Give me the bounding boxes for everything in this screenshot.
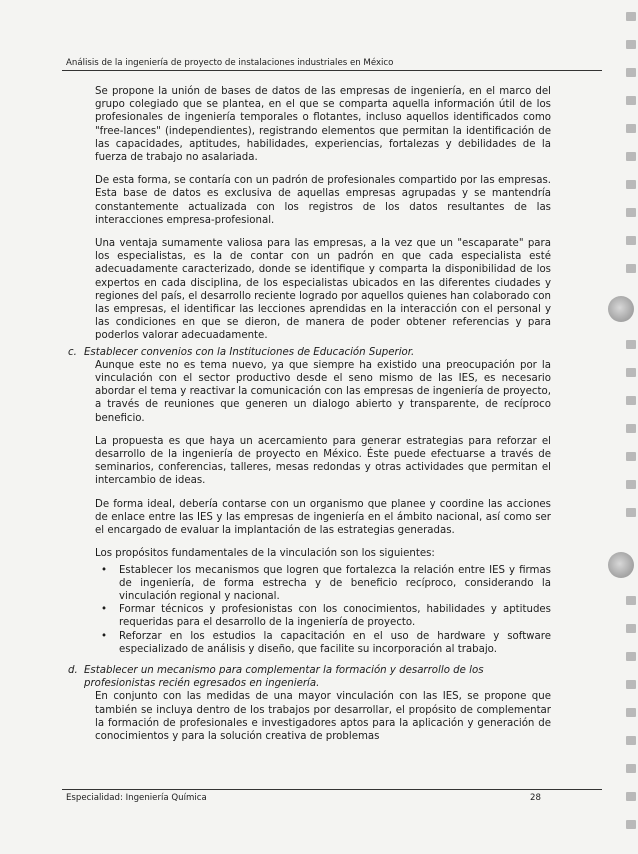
paragraph: Una ventaja sumamente valiosa para las empresas, a la vez que un "escaparate" para los especialistas, es la de contar con un padrón en que cada especialista esté adecuadamente caracterizado, donde se identifique y comparta la disponibilidad de los expertos en cada disciplina, de los especialistas ubicados en las diferentes ciudades y regiones del país, el desarrollo reciente logrado por aquellos quienes han colaborado con las empresas, el identificar las lecciones aprendidas en la interacción con el personal y las condiciones en que se dieron, de manera de poder obtener referencias y para poderlos valorar adecuadamente. (95, 238, 551, 342)
footer-specialty: Especialidad: Ingeniería Química (66, 793, 207, 803)
binder-tab (626, 764, 636, 773)
list-item (95, 630, 551, 656)
binder-tab (626, 340, 636, 349)
section-heading (68, 346, 551, 359)
binder-tab (626, 652, 636, 661)
binder-tab (626, 452, 636, 461)
binder-tab (626, 40, 636, 49)
bullet-icon: • (101, 564, 108, 576)
binder-tab (626, 264, 636, 273)
section-c (68, 346, 551, 656)
footer-rule (62, 789, 602, 790)
binder-tab (626, 424, 636, 433)
page-header-title: Análisis de la ingeniería de proyecto de instalaciones industriales en México (66, 58, 394, 68)
section-title: Establecer convenios con la Instituciones de Educación Superior. (84, 346, 415, 358)
paragraph: Se propone la unión de bases de datos de las empresas de ingeniería, en el marco del grupo colegiado que se plantea, en el que se comparta aquella información útil de los profesionales de ingeniería temporales o flotantes, incluso aquellos identificados como "free-lances" (independientes), registrando elementos que permitan la identificación de las capacidades, aptitudes, habilidades, experiencias, fortalezas y debilidades de la fuerza de trabajo no asalariada. (95, 86, 551, 164)
punch-hole-icon (608, 552, 634, 578)
binder-tab (626, 480, 636, 489)
binder-tab (626, 708, 636, 717)
page-body (68, 85, 551, 753)
paragraph: La propuesta es que haya un acercamiento para generar estrategias para reforzar el desarrollo de la ingeniería de proyecto en México. Éste puede efectuarse a través de seminarios, conferencias, talleres, mesas redondas y otras actividades que permitan el intercambio de ideas. (95, 435, 551, 487)
binder-tab (626, 180, 636, 189)
objectives-list (95, 564, 551, 656)
bullet-icon: • (101, 630, 108, 642)
section-d (68, 664, 551, 743)
paragraph: En conjunto con las medidas de una mayor vinculación con las IES, se propone que también se incluya dentro de los trabajos por desarrollar, el propósito de complementar la formación de profesionales e investigadores aptos para la aplicación y generación de conocimientos y para la solución creativa de problemas (95, 691, 551, 742)
section-letter: c. (68, 346, 77, 358)
binder-tab (626, 596, 636, 605)
page-number: 28 (530, 793, 541, 803)
paragraph: Aunque este no es tema nuevo, ya que siempre ha existido una preocupación por la vinculación con el sector productivo desde el seno mismo de las IES, es necesario abordar el tema y reactivar la comunicación con las empresas de ingeniería de proyecto, a través de reuniones que generen un dialogo abierto y transparente, de recíproco beneficio. (95, 359, 551, 424)
binder-tab (626, 680, 636, 689)
binder-tab (626, 396, 636, 405)
binder-edge (624, 0, 638, 854)
binder-tab (626, 124, 636, 133)
punch-hole-icon (608, 296, 634, 322)
binder-tab (626, 792, 636, 801)
section-title: Establecer un mecanismo para complementar la formación y desarrollo de los (84, 664, 484, 676)
paragraph: De forma ideal, debería contarse con un organismo que planee y coordine las acciones de enlace entre las IES y las empresas de ingeniería en el ámbito nacional, así como ser el encargado de evaluar la implantación de las estrategias generadas. (95, 498, 551, 537)
section-heading (68, 664, 551, 690)
list-item (95, 603, 551, 629)
list-item-text: Reforzar en los estudios la capacitación en el uso de hardware y software especializado de análisis y diseño, que facilite su incorporación al trabajo. (119, 630, 551, 655)
paragraph: Los propósitos fundamentales de la vinculación son los siguientes: (95, 548, 435, 560)
binder-tab (626, 736, 636, 745)
binder-tab (626, 96, 636, 105)
section-title-continued: profesionistas recién egresados en ingeniería. (84, 678, 320, 690)
list-item-text: Formar técnicos y profesionistas con los conocimientos, habilidades y aptitudes requeridas para el desarrollo de la ingeniería de proyecto. (119, 604, 551, 629)
section-letter: d. (68, 664, 78, 676)
binder-tab (626, 820, 636, 829)
list-item-text: Establecer los mecanismos que logren que fortalezca la relación entre IES y firmas de ingeniería, de forma estrecha y de beneficio recíproco, considerando la vinculación regional y nacional. (119, 564, 551, 602)
binder-tab (626, 208, 636, 217)
binder-tab (626, 12, 636, 21)
binder-tab (626, 508, 636, 517)
list-item (95, 564, 551, 604)
binder-tab (626, 152, 636, 161)
binder-tab (626, 368, 636, 377)
binder-tab (626, 624, 636, 633)
paragraph: De esta forma, se contaría con un padrón de profesionales compartido por las empresas. Esta base de datos es exclusiva de aquellas empresas agrupadas y se mantendría constantemente actualizada con los registros de los datos resultantes de las interacciones empresa-profesional. (95, 175, 551, 226)
bullet-icon: • (101, 604, 108, 616)
binder-tab (626, 68, 636, 77)
binder-tab (626, 236, 636, 245)
header-rule (62, 70, 602, 71)
